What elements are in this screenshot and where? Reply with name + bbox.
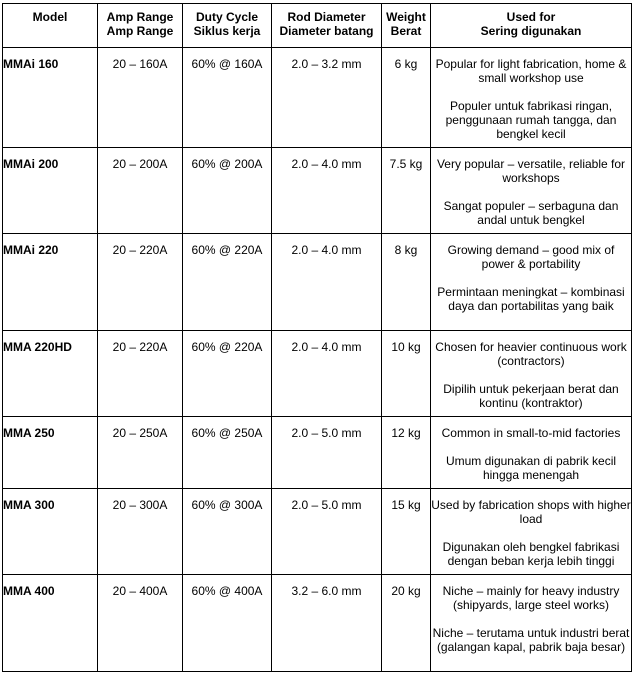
cell-weight: 8 kg — [382, 234, 431, 331]
header-model: Model — [3, 4, 98, 48]
used-for-indonesian: Niche – terutama untuk industri berat (galangan kapal, pabrik baja besar) — [432, 626, 630, 654]
cell-rod-diameter: 3.2 – 6.0 mm — [272, 575, 382, 672]
cell-rod-diameter: 2.0 – 4.0 mm — [272, 331, 382, 417]
cell-used-for — [431, 575, 632, 672]
used-for-indonesian: Dipilih untuk pekerjaan berat dan kontinu (kontraktor) — [443, 382, 619, 410]
header-row — [3, 4, 632, 48]
cell-weight: 20 kg — [382, 575, 431, 672]
used-for-indonesian: Digunakan oleh bengkel fabrikasi dengan beban kerja lebih tinggi — [442, 540, 620, 568]
table-row — [3, 234, 632, 331]
cell-duty-cycle: 60% @ 220A — [183, 234, 272, 331]
cell-duty-cycle: 60% @ 220A — [183, 331, 272, 417]
cell-rod-diameter: 2.0 – 4.0 mm — [272, 234, 382, 331]
cell-duty-cycle: 60% @ 300A — [183, 489, 272, 575]
cell-duty-cycle: 60% @ 250A — [183, 417, 272, 489]
cell-model: MMA 300 — [3, 489, 98, 575]
used-for-english: Very popular – versatile, reliable for workshops — [436, 157, 626, 185]
cell-model: MMA 250 — [3, 417, 98, 489]
cell-amp-range: 20 – 160A — [98, 48, 183, 148]
cell-amp-range: 20 – 220A — [98, 331, 183, 417]
used-for-english: Used by fabrication shops with higher load — [431, 498, 631, 526]
header-amp-range: Amp Range Amp Range — [98, 4, 183, 48]
table-row — [3, 489, 632, 575]
cell-rod-diameter: 2.0 – 5.0 mm — [272, 417, 382, 489]
cell-amp-range: 20 – 400A — [98, 575, 183, 672]
table-row — [3, 417, 632, 489]
cell-model: MMAi 220 — [3, 234, 98, 331]
used-for-english: Common in small-to-mid factories — [441, 426, 621, 440]
cell-weight: 6 kg — [382, 48, 431, 148]
cell-used-for — [431, 331, 632, 417]
cell-weight: 15 kg — [382, 489, 431, 575]
header-weight: Weight Berat — [382, 4, 431, 48]
used-for-indonesian: Populer untuk fabrikasi ringan, penggunaan rumah tangga, dan bengkel kecil — [445, 99, 617, 141]
cell-used-for — [431, 48, 632, 148]
cell-weight: 7.5 kg — [382, 148, 431, 234]
cell-duty-cycle: 60% @ 160A — [183, 48, 272, 148]
cell-model: MMA 220HD — [3, 331, 98, 417]
used-for-indonesian: Permintaan meningkat – kombinasi daya dan portabilitas yang baik — [437, 285, 625, 313]
used-for-english: Niche – mainly for heavy industry (shipyards, large steel works) — [442, 584, 620, 612]
table-header — [3, 4, 632, 48]
cell-amp-range: 20 – 220A — [98, 234, 183, 331]
header-used-for: Used for Sering digunakan — [431, 4, 632, 48]
cell-model: MMA 400 — [3, 575, 98, 672]
welder-spec-table — [2, 3, 632, 672]
cell-used-for — [431, 234, 632, 331]
cell-used-for — [431, 489, 632, 575]
table-row — [3, 575, 632, 672]
cell-model: MMAi 200 — [3, 148, 98, 234]
used-for-english: Popular for light fabrication, home & small workshop use — [435, 57, 627, 85]
cell-duty-cycle: 60% @ 400A — [183, 575, 272, 672]
header-rod-diameter: Rod Diameter Diameter batang — [272, 4, 382, 48]
cell-weight: 10 kg — [382, 331, 431, 417]
cell-duty-cycle: 60% @ 200A — [183, 148, 272, 234]
cell-weight: 12 kg — [382, 417, 431, 489]
used-for-english: Chosen for heavier continuous work (contractors) — [435, 340, 627, 368]
cell-used-for — [431, 148, 632, 234]
cell-amp-range: 20 – 200A — [98, 148, 183, 234]
cell-used-for — [431, 417, 632, 489]
used-for-indonesian: Sangat populer – serbaguna dan andal untuk bengkel — [443, 199, 619, 227]
cell-model: MMAi 160 — [3, 48, 98, 148]
used-for-indonesian: Umum digunakan di pabrik kecil hingga menengah — [445, 454, 617, 482]
table-row — [3, 331, 632, 417]
cell-rod-diameter: 2.0 – 4.0 mm — [272, 148, 382, 234]
cell-amp-range: 20 – 250A — [98, 417, 183, 489]
header-duty-cycle: Duty Cycle Siklus kerja — [183, 4, 272, 48]
cell-amp-range: 20 – 300A — [98, 489, 183, 575]
table-body — [3, 48, 632, 672]
table-row — [3, 48, 632, 148]
cell-rod-diameter: 2.0 – 3.2 mm — [272, 48, 382, 148]
cell-rod-diameter: 2.0 – 5.0 mm — [272, 489, 382, 575]
used-for-english: Growing demand – good mix of power & portability — [447, 243, 615, 271]
table-row — [3, 148, 632, 234]
